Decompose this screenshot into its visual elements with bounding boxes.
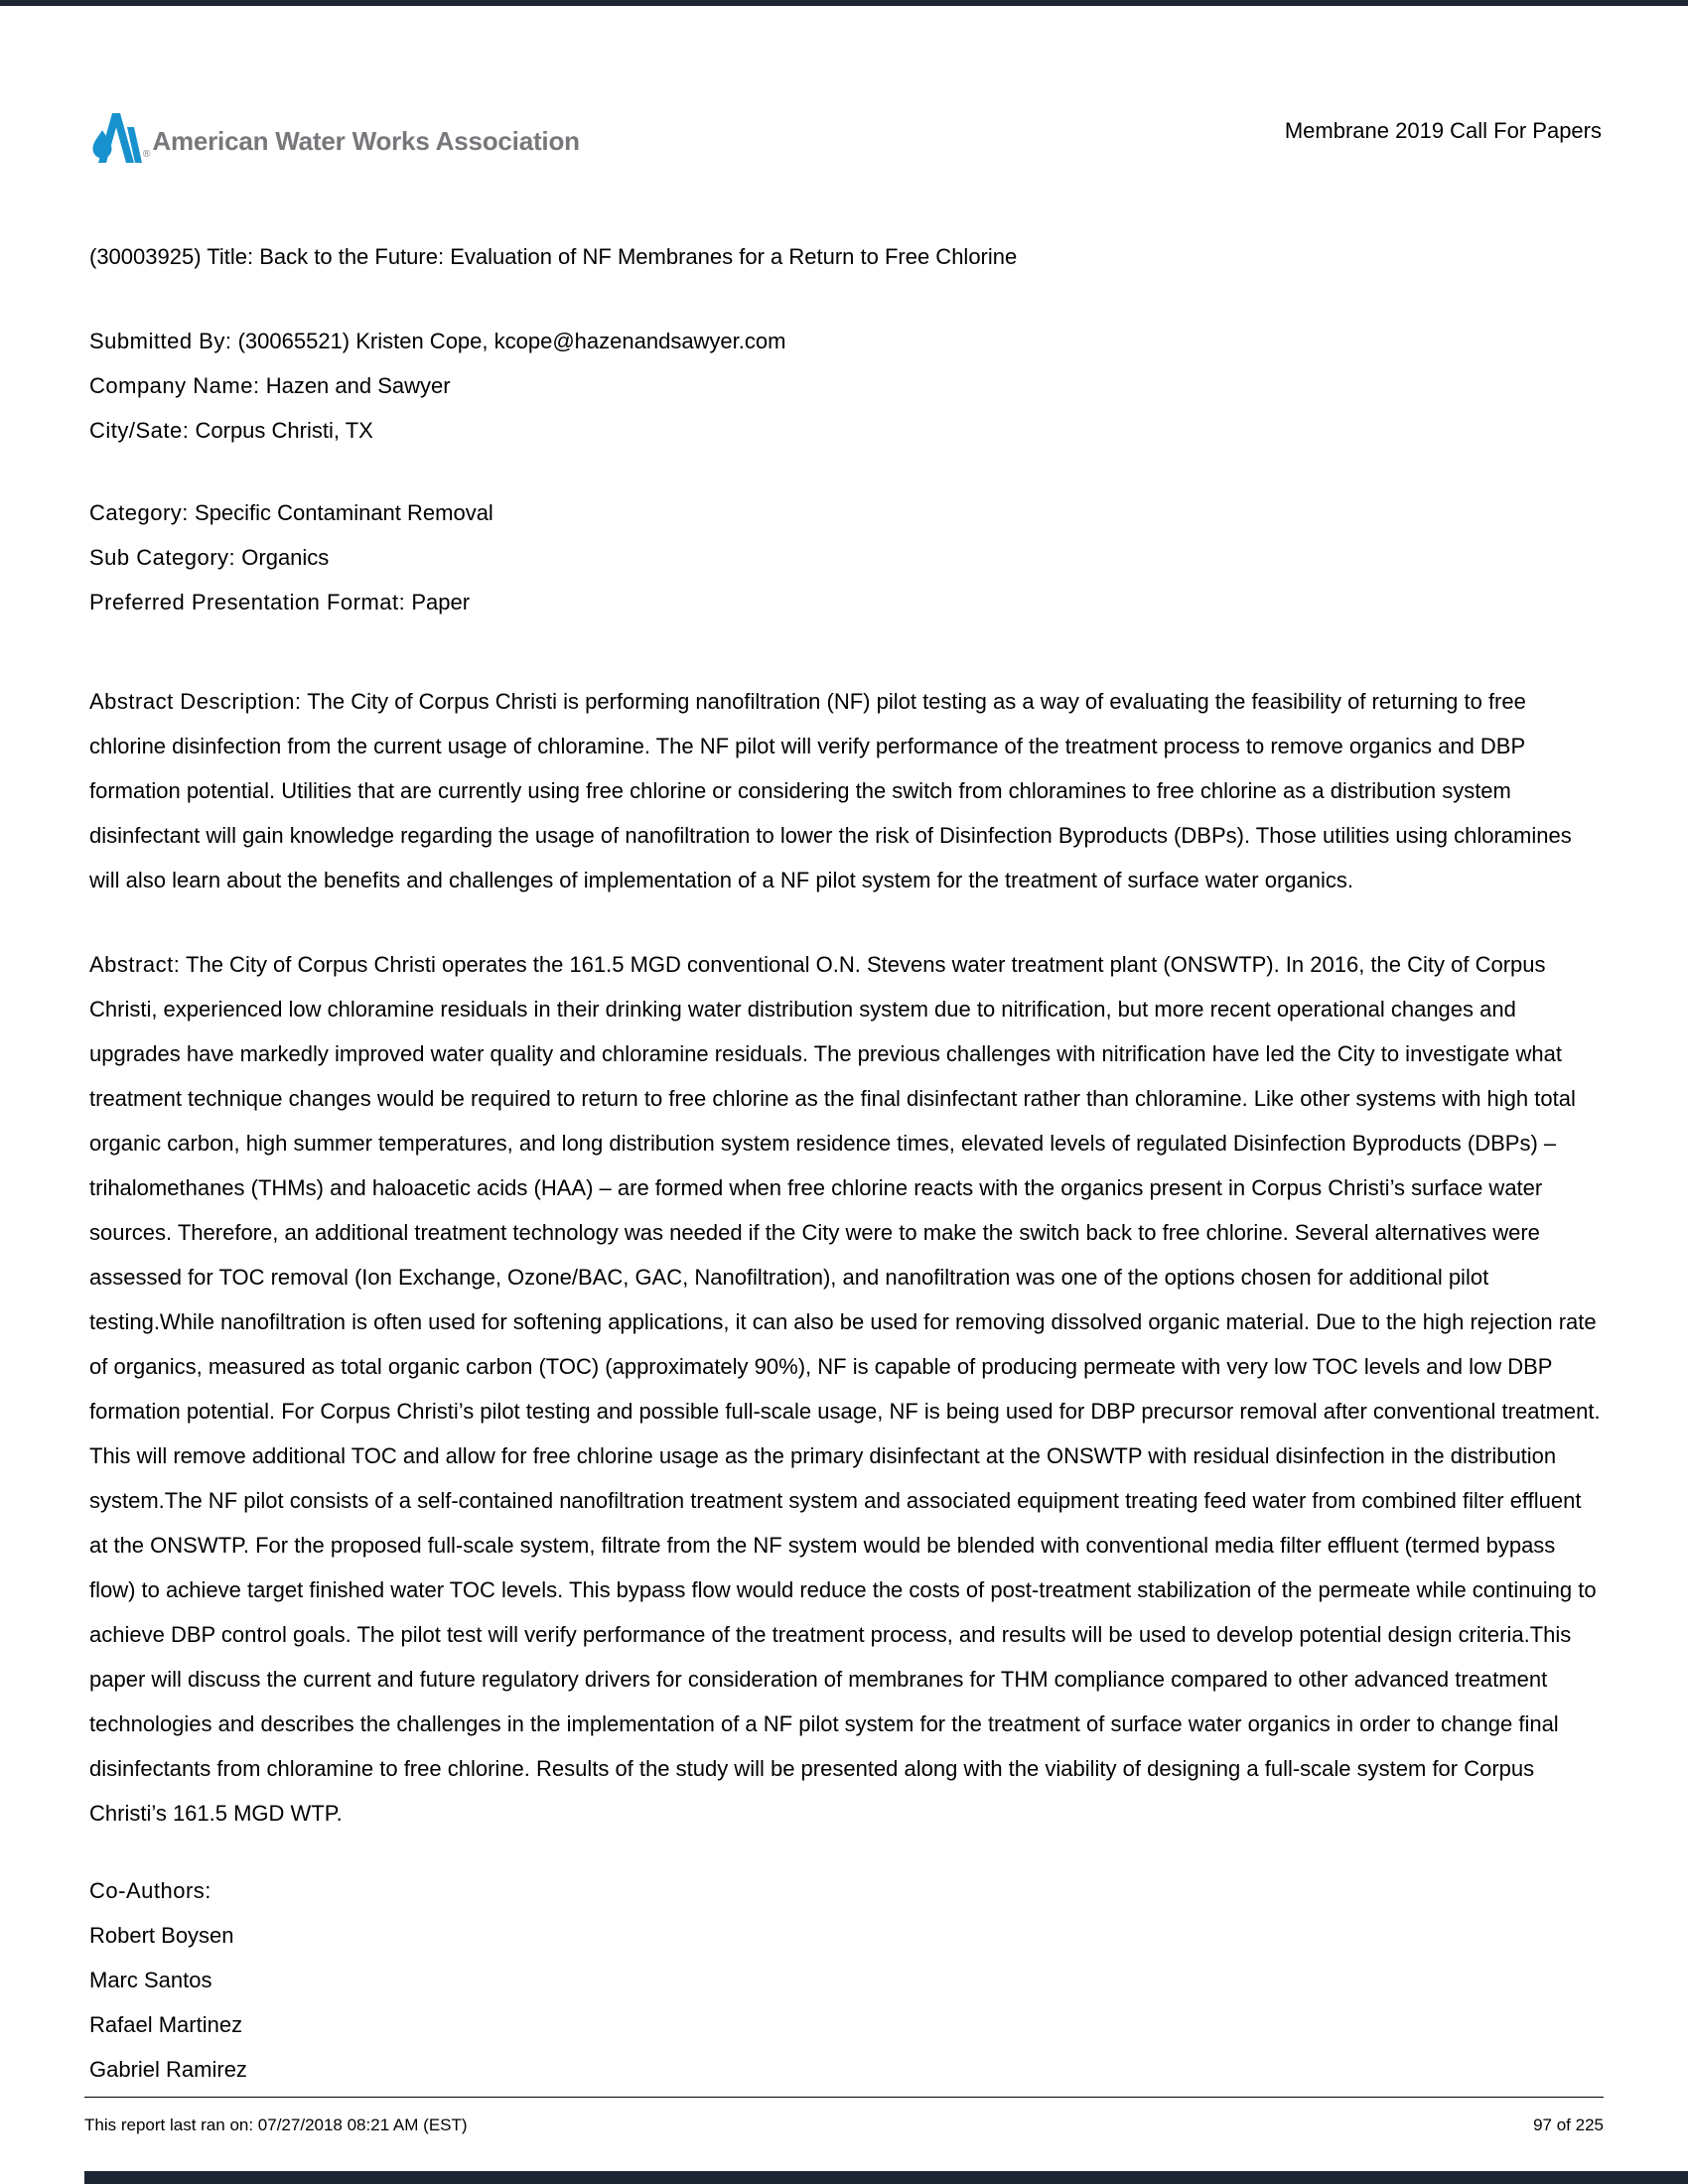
classification-block: [89, 490, 1604, 624]
logo-org-name: American Water Works Association: [152, 126, 580, 156]
company-name-row: [89, 363, 1604, 408]
co-author-name: Gabriel Ramirez: [89, 2057, 247, 2082]
sub-category-row: [89, 535, 1604, 580]
co-authors-block: [89, 1868, 1604, 2092]
submitter-block: [89, 319, 1604, 453]
abstract-paragraph: [89, 942, 1604, 1836]
category-row: [89, 490, 1604, 535]
city-state-row: [89, 408, 1604, 453]
awwa-droplet-icon: [89, 111, 145, 163]
bottom-edge-bar: [84, 2171, 1688, 2184]
report-title: Membrane 2019 Call For Papers: [1284, 118, 1602, 143]
sub-category-value: Organics: [241, 545, 330, 570]
city-state-label: City/Sate:: [89, 418, 190, 443]
abstract-text: The City of Corpus Christi operates the 161.5 MGD conventional O.N. Stevens water treatment plant (ONSWTP). In 2016, the City of Corpus Christi, experienced low chloramine residuals in their drinking water distribution system due to nitrification, but more recent operational changes and upgrades have markedly improved water quality and chloramine residuals. The previous challenges with nitrification have led the City to investigate what treatment technique changes would be required to return to free chlorine as the final disinfectant rather than chloramine. Like other systems with high total organic carbon, high summer temperatures, and long distribution system residence times, elevated levels of regulated Disinfection Byproducts (DBPs) – trihalomethanes (THMs) and haloacetic acids (HAA) – are formed when free chlorine reacts with the organics present in Corpus Christi’s surface water sources. Therefore, an additional treatment technology was needed if the City were to make the switch back to free chlorine. Several alternatives were assessed for TOC removal (Ion Exchange, Ozone/BAC, GAC, Nanofiltration), and nanofiltration was one of the options chosen for additional pilot testing.While nanofiltration is often used for softening applications, it can also be used for removing dissolved organic material. Due to the high rejection rate of organics, measured as total organic carbon (TOC) (approximately 90%), NF is capable of producing permeate with very low TOC levels and low DBP formation potential. For Corpus Christi’s pilot testing and possible full-scale usage, NF is being used for DBP precursor removal after conventional treatment. This will remove additional TOC and allow for free chlorine usage as the primary disinfectant at the ONSWTP with residual disinfection in the distribution system.The NF pilot consists of a self-contained nanofiltration treatment system and associated equipment treating feed water from combined filter effluent at the ONSWTP. For the proposed full-scale system, filtrate from the NF system would be blended with conventional media filter effluent (termed bypass flow) to achieve target finished water TOC levels. This bypass flow would reduce the costs of post-treatment stabilization of the permeate while continuing to achieve DBP control goals. The pilot test will verify performance of the treatment process, and results will be used to develop potential design criteria.This paper will discuss the current and future regulatory drivers for consideration of membranes for THM compliance compared to other advanced treatment technologies and describes the challenges in the implementation of a NF pilot system for the treatment of surface water organics in order to change final disinfectants from chloramine to free chlorine. Results of the study will be presented along with the viability of designing a full-scale system for Corpus Christi’s 161.5 MGD WTP.: [89, 952, 1601, 1826]
city-state-value: Corpus Christi, TX: [195, 418, 373, 443]
submitted-by-label: Submitted By:: [89, 329, 232, 353]
abstract-description-label: Abstract Description:: [89, 689, 302, 714]
top-edge-bar: [0, 0, 1688, 6]
co-author-name: Rafael Martinez: [89, 2012, 243, 2037]
category-value: Specific Contaminant Removal: [195, 500, 493, 525]
report-last-ran-text: This report last ran on: 07/27/2018 08:21 AM (EST): [84, 2116, 468, 2134]
footer: [84, 2115, 1604, 2136]
presentation-format-label: Preferred Presentation Format:: [89, 590, 406, 614]
submitted-by-value: (30065521) Kristen Cope, kcope@hazenandsawyer.com: [237, 329, 786, 353]
abstract-title-line: (30003925) Title: Back to the Future: Evaluation of NF Membranes for a Return to Free Chlorine: [89, 244, 1018, 269]
presentation-format-row: [89, 580, 1604, 624]
company-name-value: Hazen and Sawyer: [265, 373, 451, 398]
registered-trademark-mark: ®: [143, 149, 151, 160]
sub-category-label: Sub Category:: [89, 545, 236, 570]
abstract-description-text: The City of Corpus Christi is performing nanofiltration (NF) pilot testing as a way of evaluating the feasibility of returning to free chlorine disinfection from the current usage of chloramine. The NF pilot will verify performance of the treatment process to remove organics and DBP formation potential. Utilities that are currently using free chlorine or considering the switch from chloramines to free chlorine as a distribution system disinfectant will gain knowledge regarding the usage of nanofiltration to lower the risk of Disinfection Byproducts (DBPs). Those utilities using chloramines will also learn about the benefits and challenges of implementation of a NF pilot system for the treatment of surface water organics.: [89, 689, 1572, 892]
abstract-label: Abstract:: [89, 952, 181, 977]
co-author-name: Marc Santos: [89, 1968, 212, 1992]
page-number: 97 of 225: [1533, 2116, 1604, 2134]
category-label: Category:: [89, 500, 189, 525]
company-name-label: Company Name:: [89, 373, 260, 398]
abstract-description-paragraph: [89, 679, 1604, 902]
submitted-by-row: [89, 319, 1604, 363]
co-authors-label: Co-Authors:: [89, 1878, 211, 1903]
awwa-logo: [89, 111, 580, 163]
co-author-name: Robert Boysen: [89, 1923, 234, 1948]
footer-divider: [84, 2097, 1604, 2098]
presentation-format-value: Paper: [411, 590, 471, 614]
